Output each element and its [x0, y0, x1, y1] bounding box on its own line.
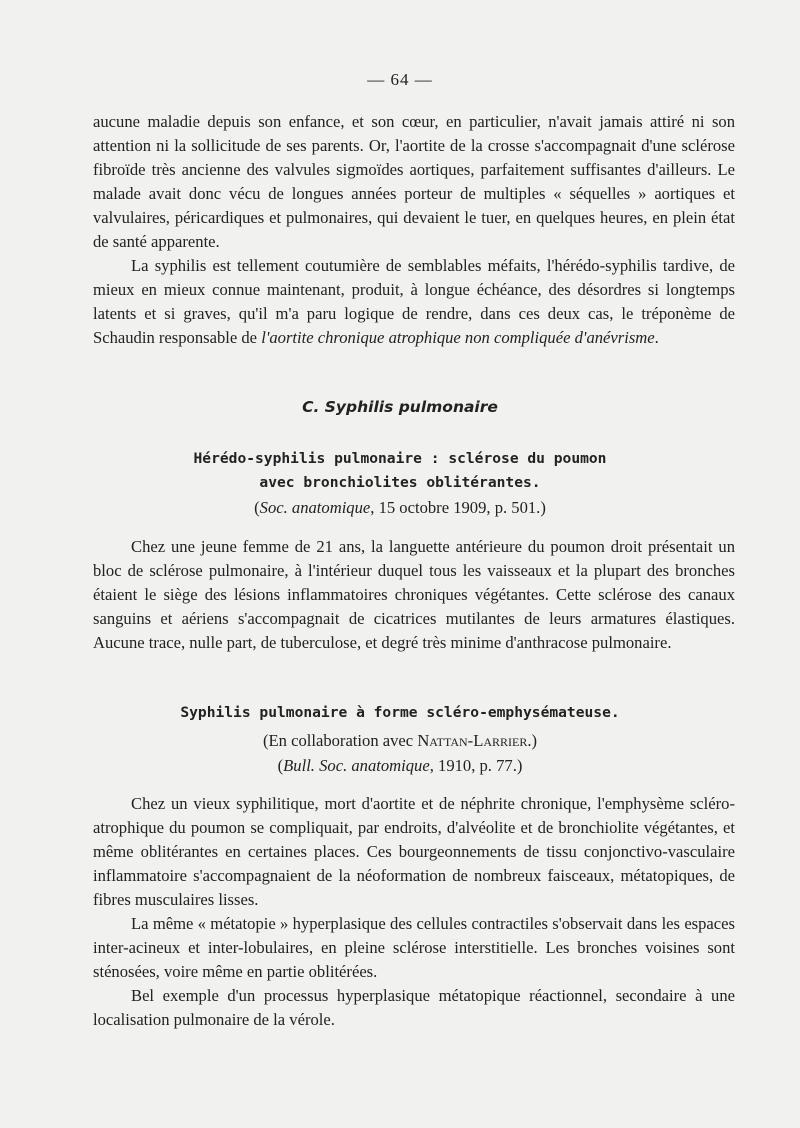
intro-paragraph-2-end: .	[654, 328, 659, 347]
intro-paragraph-2	[93, 254, 735, 350]
article-1-cite-rest: , 15 octobre 1909, p. 501.)	[370, 498, 546, 517]
intro-paragraph-2-emphasis: l'aortite chronique atrophique non compliquée d'anévrisme	[261, 328, 655, 347]
article-2-paragraph-1: Chez un vieux syphilitique, mort d'aortite et de néphrite chronique, l'emphysème scléro-atrophique du poumon se compliquait, par endroits, d'alvéolite et de bronchiolite végétantes, et même oblitérantes en certaines places. Ces bourgeonnements de tissu conjonctivo-vasculaire inflammatoire s'accompagnaient de la néoformation de nombreux faisceaux, métatopiques, de fibres musculaires lisses.	[93, 794, 735, 909]
article-2-cite-open: (	[277, 756, 284, 775]
article-2-paragraph-3: Bel exemple d'un processus hyperplasique métatopique réactionnel, secondaire à une localisation pulmonaire de la vérole.	[93, 986, 735, 1029]
section-title: C. Syphilis pulmonaire	[302, 398, 498, 416]
article-2-paragraph-2: La même « métatopie » hyperplasique des cellules contractiles s'observait dans les espaces inter-acineux et inter-lobulaires, en pleine sclérose interstitielle. Les bronches voisines sont sténosées, voire même en partie oblitérées.	[93, 914, 735, 981]
article-2-cite-rest: , 1910, p. 77.)	[429, 756, 523, 775]
article-1-cite-journal: Soc. anatomique	[259, 498, 371, 517]
article-2-citation	[0, 754, 800, 778]
article-1-body	[93, 535, 735, 655]
intro-paragraph-1: aucune maladie depuis son enfance, et son cœur, en particulier, n'avait jamais attiré ni son attention ni la sollicitude de ses parents. Or, l'aortite de la crosse s'accompagnait d'une sclérose fibroïde très ancienne des valvules sigmoïdes aortiques, parfaitement suffisantes d'ailleurs. Le malade avait donc vécu de longues années porteur de multiples « séquelles » aortiques et valvulaires, péricardiques et pulmonaires, qui devaient le tuer, en quelques heures, en plein état de santé apparente.	[93, 112, 735, 251]
article-2-collab-prefix: (En collaboration avec	[262, 731, 418, 750]
article-2-collab-suffix: .)	[527, 731, 538, 750]
intro-text	[93, 110, 735, 350]
article-2-title: Syphilis pulmonaire à forme scléro-emphysémateuse.	[180, 704, 620, 721]
article-1-cite-open: (	[254, 498, 260, 517]
article-1-title-line-2: avec bronchiolites oblitérantes.	[259, 474, 541, 491]
article-1-title-line-1: Hérédo-syphilis pulmonaire : sclérose du poumon	[193, 450, 607, 467]
article-2-body	[93, 792, 735, 1032]
article-1-title	[0, 447, 800, 495]
article-2-cite-journal: Bull. Soc. anatomique	[283, 756, 430, 775]
intro-paragraph-2-text: La syphilis est tellement coutumière de semblables méfaits, l'hérédo-syphilis tardive, de mieux en mieux connue maintenant, produit, à longue échéance, des désordres si longtemps latents et si graves, qu'il m'a paru logique de rendre, dans ces deux cas, le tréponème de Schaudin responsable de	[93, 256, 735, 347]
article-2-collab-name: Nattan-Larrier	[417, 731, 528, 750]
article-1-paragraph: Chez une jeune femme de 21 ans, la languette antérieure du poumon droit présentait un bloc de sclérose pulmonaire, à l'intérieur duquel tous les vaisseaux et la plupart des bronches étaient le siège des lésions inflammatoires chroniques végétantes. Cette sclérose des canaux sanguins et aériens s'accompagnait de cicatrices mutilantes de leurs armatures élastiques. Aucune trace, nulle part, de tuberculose, et degré très minime d'anthracose pulmonaire.	[93, 537, 735, 652]
page-number: — 64 —	[367, 70, 433, 89]
article-1-citation	[0, 496, 800, 520]
article-2-collaboration	[0, 729, 800, 753]
